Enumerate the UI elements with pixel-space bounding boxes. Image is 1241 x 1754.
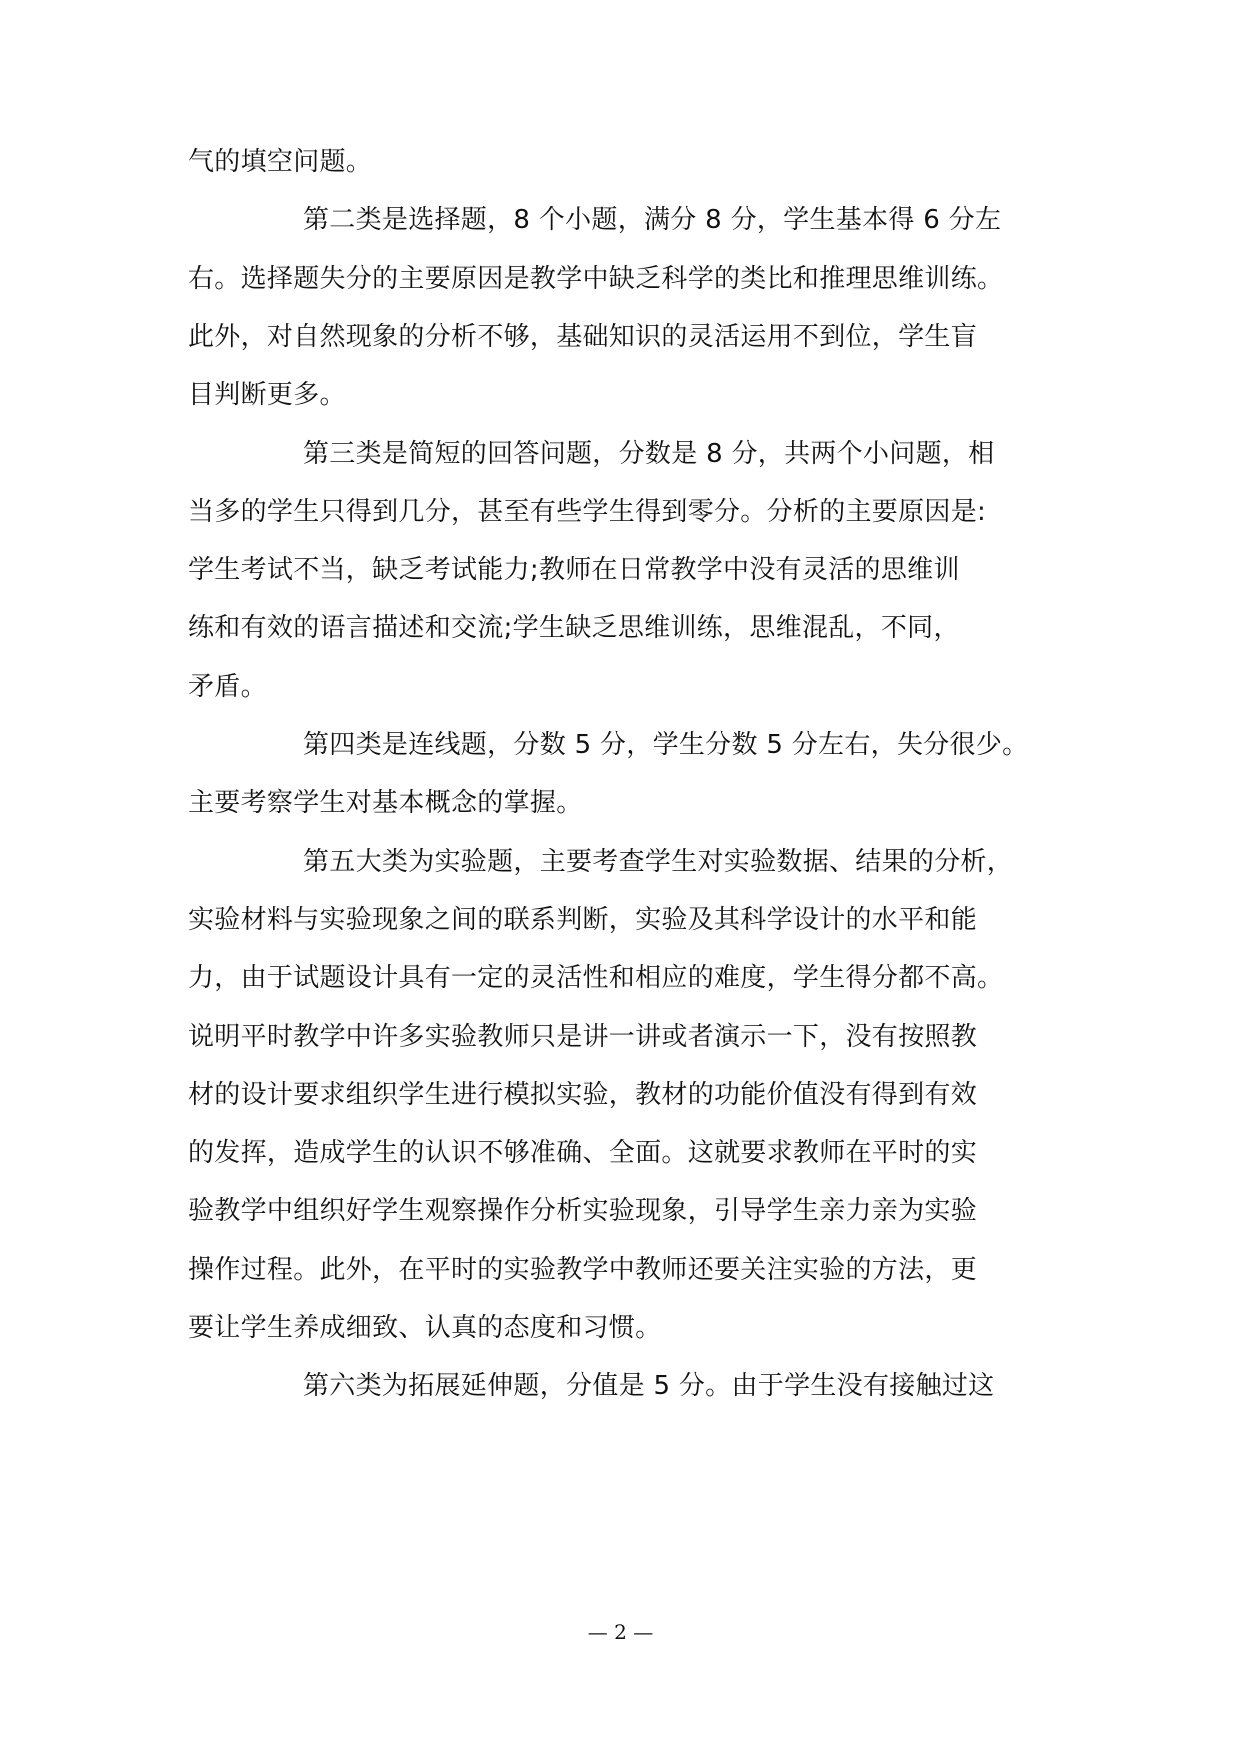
- text-line: 要让学生养成细致、认真的态度和习惯。: [188, 1313, 662, 1343]
- text-line: 当多的学生只得到几分，甚至有些学生得到零分。分析的主要原因是:: [188, 497, 987, 527]
- text-line: 目判断更多。: [188, 380, 346, 410]
- text-line: 实验材料与实验现象之间的联系判断，实验及其科学设计的水平和能: [188, 905, 978, 935]
- text-line: 右。选择题失分的主要原因是教学中缺乏科学的类比和推理思维训练。: [188, 264, 1004, 294]
- text-line: 说明平时教学中许多实验教师只是讲一讲或者演示一下，没有按照教: [188, 1022, 978, 1052]
- text-line: 此外，对自然现象的分析不够，基础知识的灵活运用不到位，学生盲: [188, 322, 978, 352]
- text-line: 练和有效的语言描述和交流;学生缺乏思维训练，思维混乱，不同，: [188, 613, 960, 643]
- text-line: 主要考察学生对基本概念的掌握。: [188, 788, 583, 818]
- text-line: 操作过程。此外，在平时的实验教学中教师还要关注实验的方法，更: [188, 1255, 978, 1285]
- page-number: — 2 —: [587, 1620, 654, 1644]
- text-line: 第四类是连线题，分数 5 分，学生分数 5 分左右，失分很少。: [303, 730, 1029, 760]
- text-line: 矛盾。: [188, 672, 267, 702]
- text-line: 力，由于试题设计具有一定的灵活性和相应的难度，学生得分都不高。: [188, 963, 1004, 993]
- text-line: 材的设计要求组织学生进行模拟实验，教材的功能价值没有得到有效: [188, 1080, 978, 1110]
- text-line: 验教学中组织好学生观察操作分析实验现象，引导学生亲力亲为实验: [188, 1196, 978, 1226]
- text-line: 第三类是简短的回答问题，分数是 8 分，共两个小问题，相: [303, 439, 995, 469]
- text-line: 学生考试不当，缺乏考试能力;教师在日常教学中没有灵活的思维训: [188, 555, 960, 585]
- text-line: 第二类是选择题，8 个小题，满分 8 分，学生基本得 6 分左: [303, 205, 1002, 235]
- text-line: 气的填空问题。: [188, 147, 373, 177]
- text-line: 第六类为拓展延伸题，分值是 5 分。由于学生没有接触过这: [303, 1371, 995, 1401]
- text-line: 的发挥，造成学生的认识不够准确、全面。这就要求教师在平时的实: [188, 1138, 978, 1168]
- text-line: 第五大类为实验题，主要考查学生对实验数据、结果的分析，: [303, 847, 1014, 877]
